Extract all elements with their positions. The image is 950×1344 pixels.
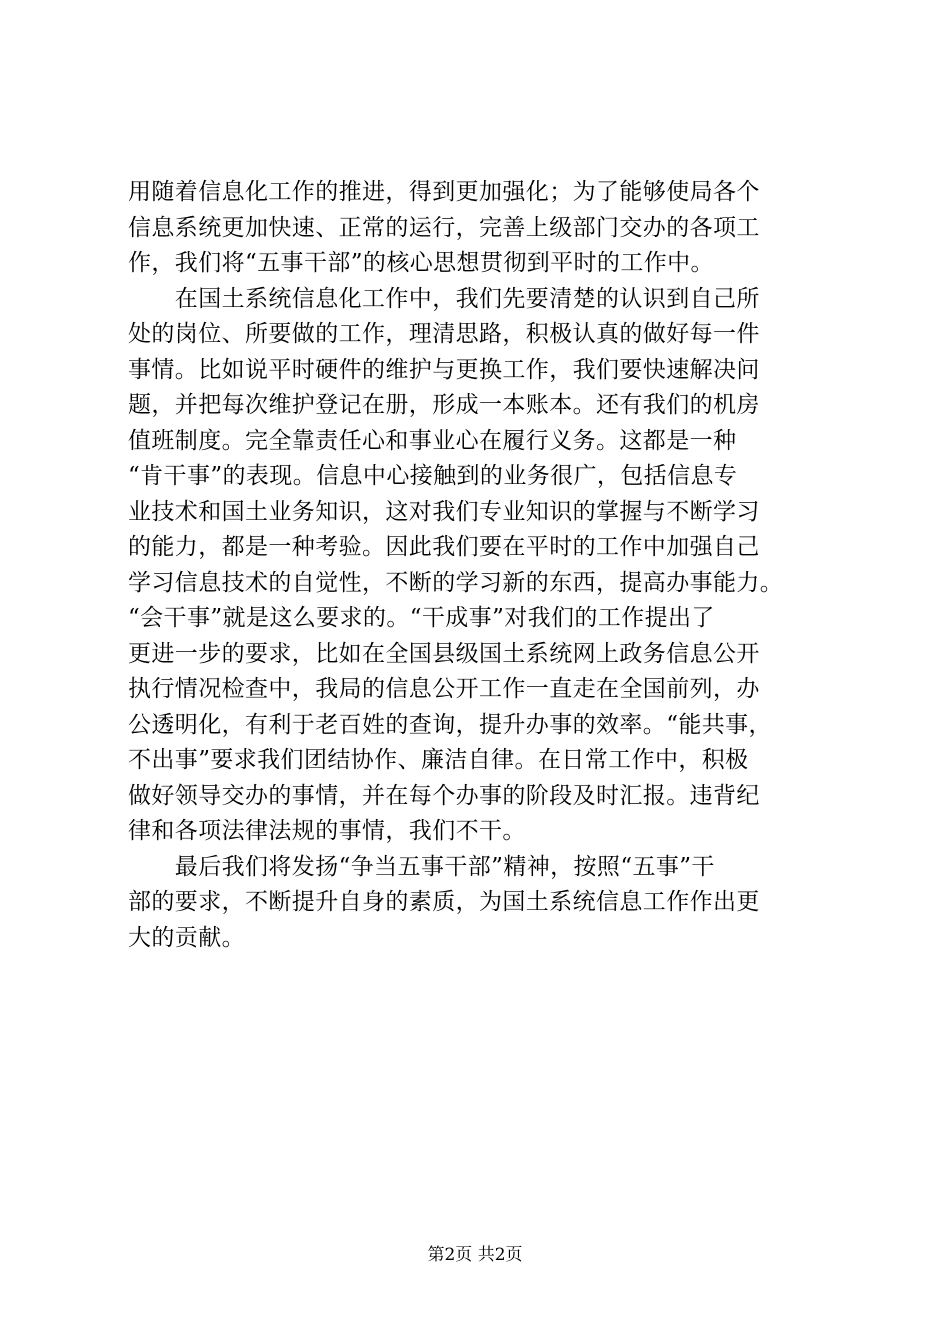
text-line: 的能力，都是一种考验。因此我们要在平时的工作中加强自己: [128, 534, 760, 560]
text-line: 处的岗位、所要做的工作，理清思路，积极认真的做好每一件: [128, 321, 760, 347]
text-line: 大的贡献。: [128, 924, 245, 951]
text-line: 事情。比如说平时硬件的维护与更换工作，我们要快速解决问: [128, 356, 760, 383]
text-line: 不出事”要求我们团结协作、廉洁自律。在日常工作中，积极: [128, 747, 749, 773]
text-line: 公透明化，有利于老百姓的查询，提升办事的效率。“能共事，: [128, 711, 772, 738]
text-line: 作，我们将“五事干部”的核心思想贯彻到平时的工作中。: [128, 250, 714, 276]
page-footer: 第2页 共2页: [427, 1245, 523, 1265]
text-line: 学习信息技术的自觉性，不断的学习新的东西，提高办事能力。: [128, 569, 784, 596]
text-line: 律和各项法律法规的事情，我们不干。: [128, 818, 526, 844]
text-line: 信息系统更加快速、正常的运行，完善上级部门交办的各项工: [128, 214, 760, 241]
text-line: 值班制度。完全靠责任心和事业心在履行义务。这都是一种: [128, 427, 737, 454]
text-line: 在国土系统信息化工作中，我们先要清楚的认识到自己所: [128, 285, 760, 312]
text-line: 做好领导交办的事情，并在每个办事的阶段及时汇报。违背纪: [128, 782, 760, 809]
text-line: “肯干事”的表现。信息中心接触到的业务很广，包括信息专: [128, 463, 738, 489]
text-line: 用随着信息化工作的推进，得到更加强化；为了能够使局各个: [128, 179, 760, 205]
text-line: 执行情况检查中，我局的信息公开工作一直走在全国前列，办: [128, 676, 760, 702]
text-line: 更进一步的要求，比如在全国县级国土系统网上政务信息公开: [128, 640, 760, 667]
text-line: 题，并把每次维护登记在册，形成一本账本。还有我们的机房: [128, 392, 760, 418]
body-text: [128, 175, 836, 956]
text-line: 部的要求，不断提升自身的素质，为国土系统信息工作作出更: [128, 889, 760, 915]
text-line: 业技术和国土业务知识，这对我们专业知识的掌握与不断学习: [128, 498, 760, 525]
text-line: “会干事”就是这么要求的。“干成事”对我们的工作提出了: [128, 605, 715, 631]
text-line: 最后我们将发扬“争当五事干部”精神，按照“五事”干: [128, 853, 715, 880]
